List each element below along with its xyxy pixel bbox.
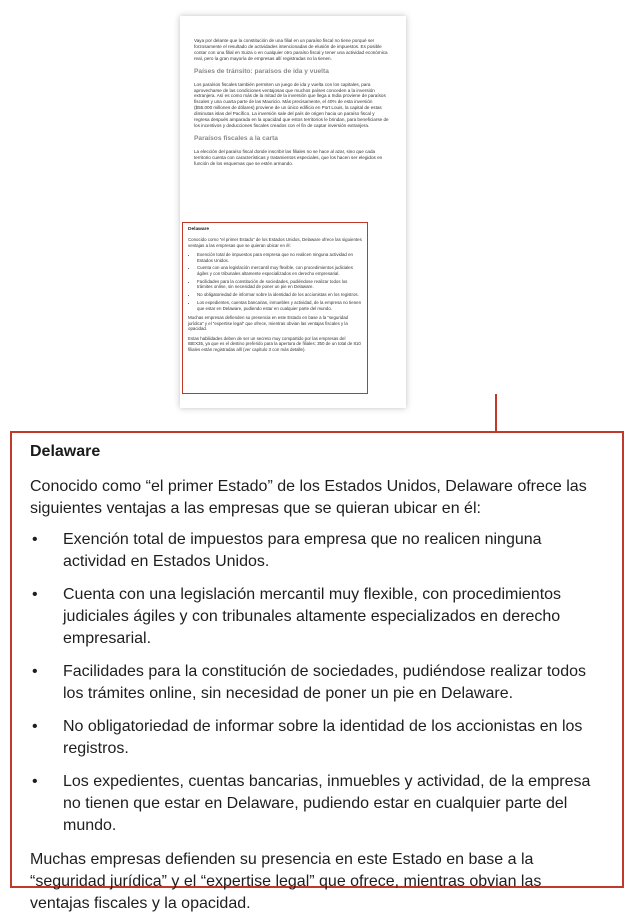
list-item	[30, 584, 604, 650]
box-intro: Conocido como “el primer Estado” de los Estados Unidos, Delaware ofrece las siguientes ventajas a las empresas que se quieran ubicar en él:	[30, 478, 587, 517]
list-item	[30, 529, 604, 573]
page-content	[194, 38, 390, 173]
mini-box-title: Delaware	[188, 227, 210, 232]
section-heading: Paraísos fiscales a la carta	[194, 134, 278, 142]
bullet-icon: •	[32, 586, 38, 603]
paragraph: La elección del paraíso fiscal donde inscribir las filiales no se hace al azar, sino que cada territorio cuenta con características y tratamientos especiales, que los hacen ser elegidos en función de los esquemas que se estén armando.	[194, 148, 383, 166]
mini-box-list	[188, 252, 362, 311]
list-item	[30, 661, 604, 705]
mini-box-extra: Estas habilidades deben de ser un secreto muy compartido por las empresas del IBEX35, ya que es el destino preferido para la apertura de filiales: 350 de un total de 810 filiales están registradas allí (ver capítulo 3 con más detalle).	[188, 335, 361, 352]
list-item-text: Exención total de impuestos para empresa que no realicen ninguna actividad en Estados Unidos.	[63, 531, 542, 570]
document-page-thumbnail	[180, 16, 406, 408]
bullet-icon: •	[32, 718, 38, 735]
list-item-text: No obligatoriedad de informar sobre la identidad de los accionistas en los registros.	[63, 718, 583, 757]
list-item: • Los expedientes, cuentas bancarias, inmuebles y actividad, de la empresa no tienen que estar en Delaware, pudiendo estar en cualquier parte del mundo.	[197, 300, 362, 311]
list-item	[30, 716, 604, 760]
list-item-text: Los expedientes, cuentas bancarias, inmuebles y actividad, de la empresa no tienen que estar en Delaware, pudiendo estar en cualquier parte del mundo.	[63, 773, 591, 834]
box-outro: Muchas empresas defienden su presencia en este Estado en base a la “seguridad jurídica” y el “expertise legal” que ofrece, mientras obvian las ventajas fiscales y la opacidad.	[30, 851, 542, 912]
list-item-text: Facilidades para la constitución de sociedades, pudiéndose realizar todos los trámites online, sin necesidad de poner un pie en Delaware.	[63, 663, 586, 702]
list-item: • No obligatoriedad de informar sobre la identidad de los accionistas en los registros.	[197, 292, 362, 298]
paragraph: Vaya por delante que la constitución de una filial en un paraíso fiscal no tiene porqué ser forzosamente el resultado de actividades intencionadas de elusión de impuestos. Es posible contar con una filial en Suiza o en cualquier otro paraíso fiscal y tener una actividad económica real, pero la gran mayoría de empresas allí registradas no la tienen.	[194, 38, 388, 61]
bullet-icon: •	[32, 663, 38, 680]
mini-box-intro: Conocido como “el primer Estado” de los Estados Unidos, Delaware ofrece las siguientes ventajas a las empresas que se quieran ubicar en él:	[188, 237, 362, 248]
list-item: • Facilidades para la constitución de sociedades, pudiéndose realizar todos los trámites online, sin necesidad de poner un pie en Delaware.	[197, 279, 362, 290]
advantages-list	[30, 529, 604, 837]
bullet-icon: •	[32, 773, 38, 790]
box-title: Delaware	[30, 443, 101, 460]
paragraph: Los paraísos fiscales también permiten un juego de ida y vuelta con los capitales, para aprovecharse de las condiciones ventajosas que muchos países conceden a la inversión extranjera. Así es como más de la mitad de la inversión que llega a India proviene de paraísos fiscales y una cuarta parte de las Mauricio. Más precisamente, el 40% de esta inversión ($55.000 millones de dólares) proviene de un único edificio en Port Louis, la capital de estas diminutas islas del Pacífico. La inversión sale del país de origen hacia un paraíso fiscal y regresa después amparada en la opacidad que estos territorios le brindan, para beneficiarse de los incentivos y deducciones fiscales creados con el fin de captar inversión extranjera.	[194, 81, 389, 128]
list-item: • Cuenta con una legislación mercantil muy flexible, con procedimientos judiciales ágiles y con tribunales altamente especializados en derecho empresarial.	[197, 265, 362, 276]
list-item: • Exención total de impuestos para empresa que no realicen ninguna actividad en Estados Unidos.	[197, 252, 362, 263]
highlight-box-thumbnail	[182, 222, 368, 394]
highlight-box-zoomed	[10, 431, 624, 912]
connector-line	[495, 394, 497, 432]
list-item-text: Cuenta con una legislación mercantil muy flexible, con procedimientos judiciales ágiles y con tribunales altamente especializados en derecho empresarial.	[63, 586, 562, 647]
mini-box-outro: Muchas empresas defienden su presencia en este Estado en base a la “seguridad jurídica” y el “expertise legal” que ofrece, mientras obvian las ventajas fiscales y la opacidad.	[188, 315, 349, 332]
section-heading: Países de tránsito: paraísos de ida y vuelta	[194, 67, 329, 75]
list-item	[30, 771, 604, 837]
bullet-icon: •	[32, 531, 38, 548]
